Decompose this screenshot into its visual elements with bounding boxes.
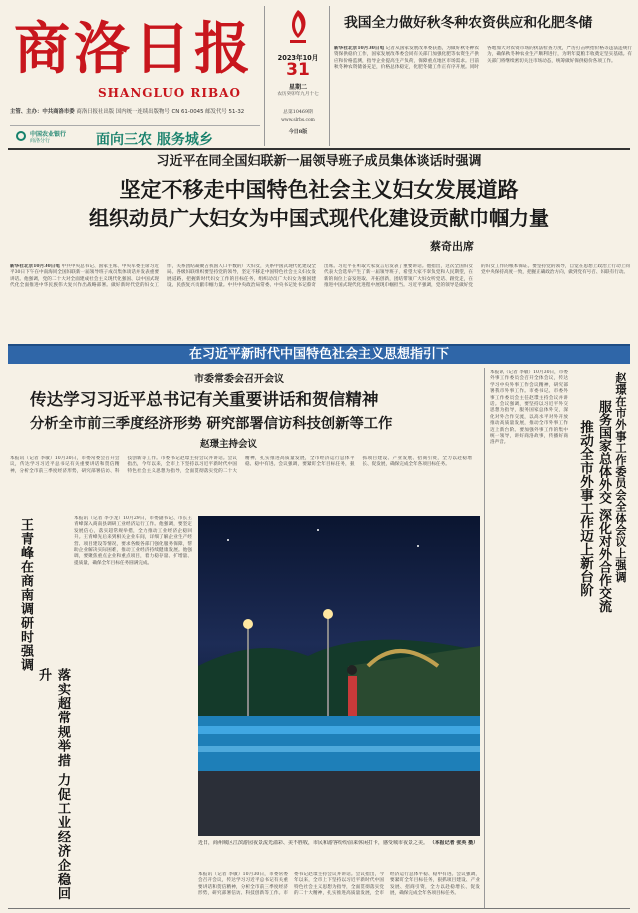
night-scene-photo [198,516,480,836]
lead-dateline: 新华社北京10月30日电 [10,264,61,269]
bank-sub: 商洛分行 [30,138,51,144]
section-banner [8,344,630,364]
date-pages: 今日8版 [288,129,308,135]
bottom-body-text: 本报讯（记者 李敏）10月30日，市委常委会召开会议，传达学习习近平总书记有关重要讲话和贺信精神，分析全市前三季度经济形势，研究部署信访、科技创新等工作。市委书记赵璟主持会议并讲话。会议指出，今年以来，全市上下坚持以习近平新时代中国特色社会主义思想为指导，全面贯彻落实党的二十大精神，扎实推进高质量发展，全市经济运行总体平稳、稳中有进。会议强调，要紧盯全年目标任务，狠抓项目建设、产业发展、招商引资，全力以赴稳增长、促发展，确保完成全年各项目标任务。 [198,872,480,897]
sponsor-detail: 商洛日报社出版 国内统一连续出版物号 CN 61-0045 邮发代号 51-32 [76,109,245,115]
left-story-subtitle: 王青峰在商南调研时强调 [18,518,33,672]
left-story-body: 本报讯（记者 李小龙）10月29日，市委副书记、市长王青峰深入商南县调研工业经济运行工作。他强调，要坚定发展信心，落实超常规举措，全力推动工业经济企稳回升。王青峰先后来到相关企业车间，详细了解企业生产经营、项目建设等情况，要求各级各部门强化服务保障，帮助企业解决实际困难，推动工业经济持续健康发展。他强调，要聚焦重点企业和重点项目，着力稳存量、扩增量、提质量，确保全年目标任务圆满完成。 [74,516,192,566]
bank-ad [10,125,260,147]
bank-name: 中国农业银行 [30,131,67,138]
top-story-dateline: 新华社北京10月30日电 [334,46,385,51]
lead-kicker: 习近平在同全国妇联新一届领导班子成员集体谈话时强调 [156,154,482,169]
bank-slogan: 面向三农 服务城乡 [96,132,213,148]
bottom-rule [8,908,630,909]
masthead-name: 商洛日报 [14,16,254,82]
photo-caption [198,840,480,870]
right-story-title-b: 推动全市外事工作迈上新台阶 [577,420,593,597]
date-year-month: 2023年10月 [277,54,319,62]
top-story-body [334,46,632,146]
date-website: www.slrbs.com [281,118,315,123]
masthead [0,0,638,150]
park-night-image [198,516,480,836]
left-story-title: 落实超常规举措 力促工业经济企稳回升 [36,668,70,901]
city-body: 本报讯（记者 李敏）10月30日，市委常委会召开会议，传达学习习近平总书记有关重要讲话和贺信精神，分析全市前三季度经济形势，研究部署信访、科技创新等工作。市委书记赵璟主持会议并讲话。会议指出，今年以来，全市上下坚持以习近平新时代中国特色社会主义思想为指导，全面贯彻落实党的二十大精神，扎实推进高质量发展，全市经济运行总体平稳、稳中有进。会议强调，要紧盯全年目标任务，狠抓项目建设、产业发展、招商引资，全力以赴稳增长、促发展，确保完成全年各项目标任务。 [10,456,472,474]
date-weekday: 星期二 [288,84,307,91]
top-story-title: 我国全力做好秋冬种农资供应和化肥冬储 [344,15,593,31]
right-story-kicker: 赵璟在市外事工作委员会全体会议上强调 [614,372,627,583]
bank-logo [16,131,26,141]
city-title-line1: 传达学习习近平总书记有关重要讲话和贺信精神 [30,390,379,409]
date-lunar: 农历癸卯年九月十七 [277,92,319,97]
lead-title-line2: 组织动员广大妇女为中国式现代化建设贡献巾帼力量 [89,206,549,230]
masthead-divider [8,148,630,150]
bottom-body [198,872,480,908]
photo-credit: （本报记者 张英 摄） [429,840,479,846]
date-box [264,6,330,146]
lead-byline: 蔡奇出席 [430,240,474,253]
lead-body [10,264,630,338]
city-title-line2: 分析全市前三季度经济形势 研究部署信访科技创新等工作 [30,416,393,432]
masthead-sponsor [10,109,260,116]
top-story-text: 记者从国家发展改革委获悉，为做好秋冬种农资保供稳价工作，国家发展改革委会同有关部门加强化肥等农资生产供应和价格监测，指导企业提高生产负荷，保障重点地区市场需求。目前秋冬种农资储备充足，价格总体稳定，化肥冬储工作正有序开展。同时各地加大对农资市场的执法检查力度，严厉打击哄抬价格等违法违规行为，确保秋冬种农业生产顺利进行，为明年夏粮丰收奠定坚实基础。有关部门将继续密切关注市场动态，统筹做好保供稳价各项工作。 [334,46,632,71]
right-column-divider [484,368,485,908]
lead-title-line1: 坚定不移走中国特色社会主义妇女发展道路 [119,178,519,202]
lead-text: 中共中央总书记、国家主席、中央军委主席习近平30日下午在中南海同全国妇联新一届领导班子成员集体谈话并发表重要讲话。他强调，党的二十大对全面建成社会主义现代化强国、以中国式现代化全面推进中华民族伟大复兴作出战略部署。做好新时代党的妇女工作，关系团结凝聚占我国人口半数的广大妇女，关系中国式现代化建设全局。各级妇联组织要坚持党的领导，坚定不移走中国特色社会主义妇女发展道路，把握新时代妇女工作的目标任务，组织动员广大妇女为强国建设、民族复兴贡献巾帼力量。中共中央政治局常委、中央书记处书记蔡奇出席。习近平在听取大家发言后发表了重要讲话。他指出，这次全国妇女代表大会选举产生了新一届领导班子，希望大家不辜负党和人民期望，在新的岗位上奋发进取、开拓创新，团结带领广大妇女听党话、跟党走，在推进中国式现代化进程中展现巾帼担当。习近平强调，党的领导是做好党的妇女工作的根本保证。要坚持党的领导，自觉在思想上政治上行动上同党中央保持高度一致，把握正确政治方向，做到党有号召、妇联有行动。 [10,264,630,289]
section-banner-text: 在习近平新时代中国特色社会主义思想指引下 [188,347,449,362]
city-kicker: 市委常委会召开会议 [194,374,284,385]
date-issue: 总第10469期 [283,110,313,115]
city-byline: 赵璟主持会议 [200,439,258,450]
right-story-title-a: 服务国家总体外交 深化对外合作交流 [596,400,611,613]
right-story-body: 本报讯（记者 李敏）10月30日，市委外事工作委员会召开全体会议，传达学习中央外事工作会议精神，研究部署我市外事工作。市委书记、市委外事工作委员会主任赵璟主持会议并讲话。会议强调，要坚持以习近平外交思想为指导，服务国家总体外交，深化对外合作交流，以高水平对外开放推动高质量发展，推动全市外事工作迈上新台阶。要加强外事工作的集中统一领导，讲好商洛故事，传播好商洛声音。 [490,370,568,446]
masthead-pinyin: SHANGLUO RIBAO [98,86,241,100]
date-day: 31 [286,60,310,80]
newspaper-emblem-icon [283,8,313,48]
sponsor-text: 主管、主办：中共商洛市委 [10,109,75,115]
photo-caption-text: 近日，商州城区江滨游园夜景流光溢彩、美不胜收，市民和游客纷纷前来休闲打卡，感受城市夜景之美。 [198,840,429,846]
